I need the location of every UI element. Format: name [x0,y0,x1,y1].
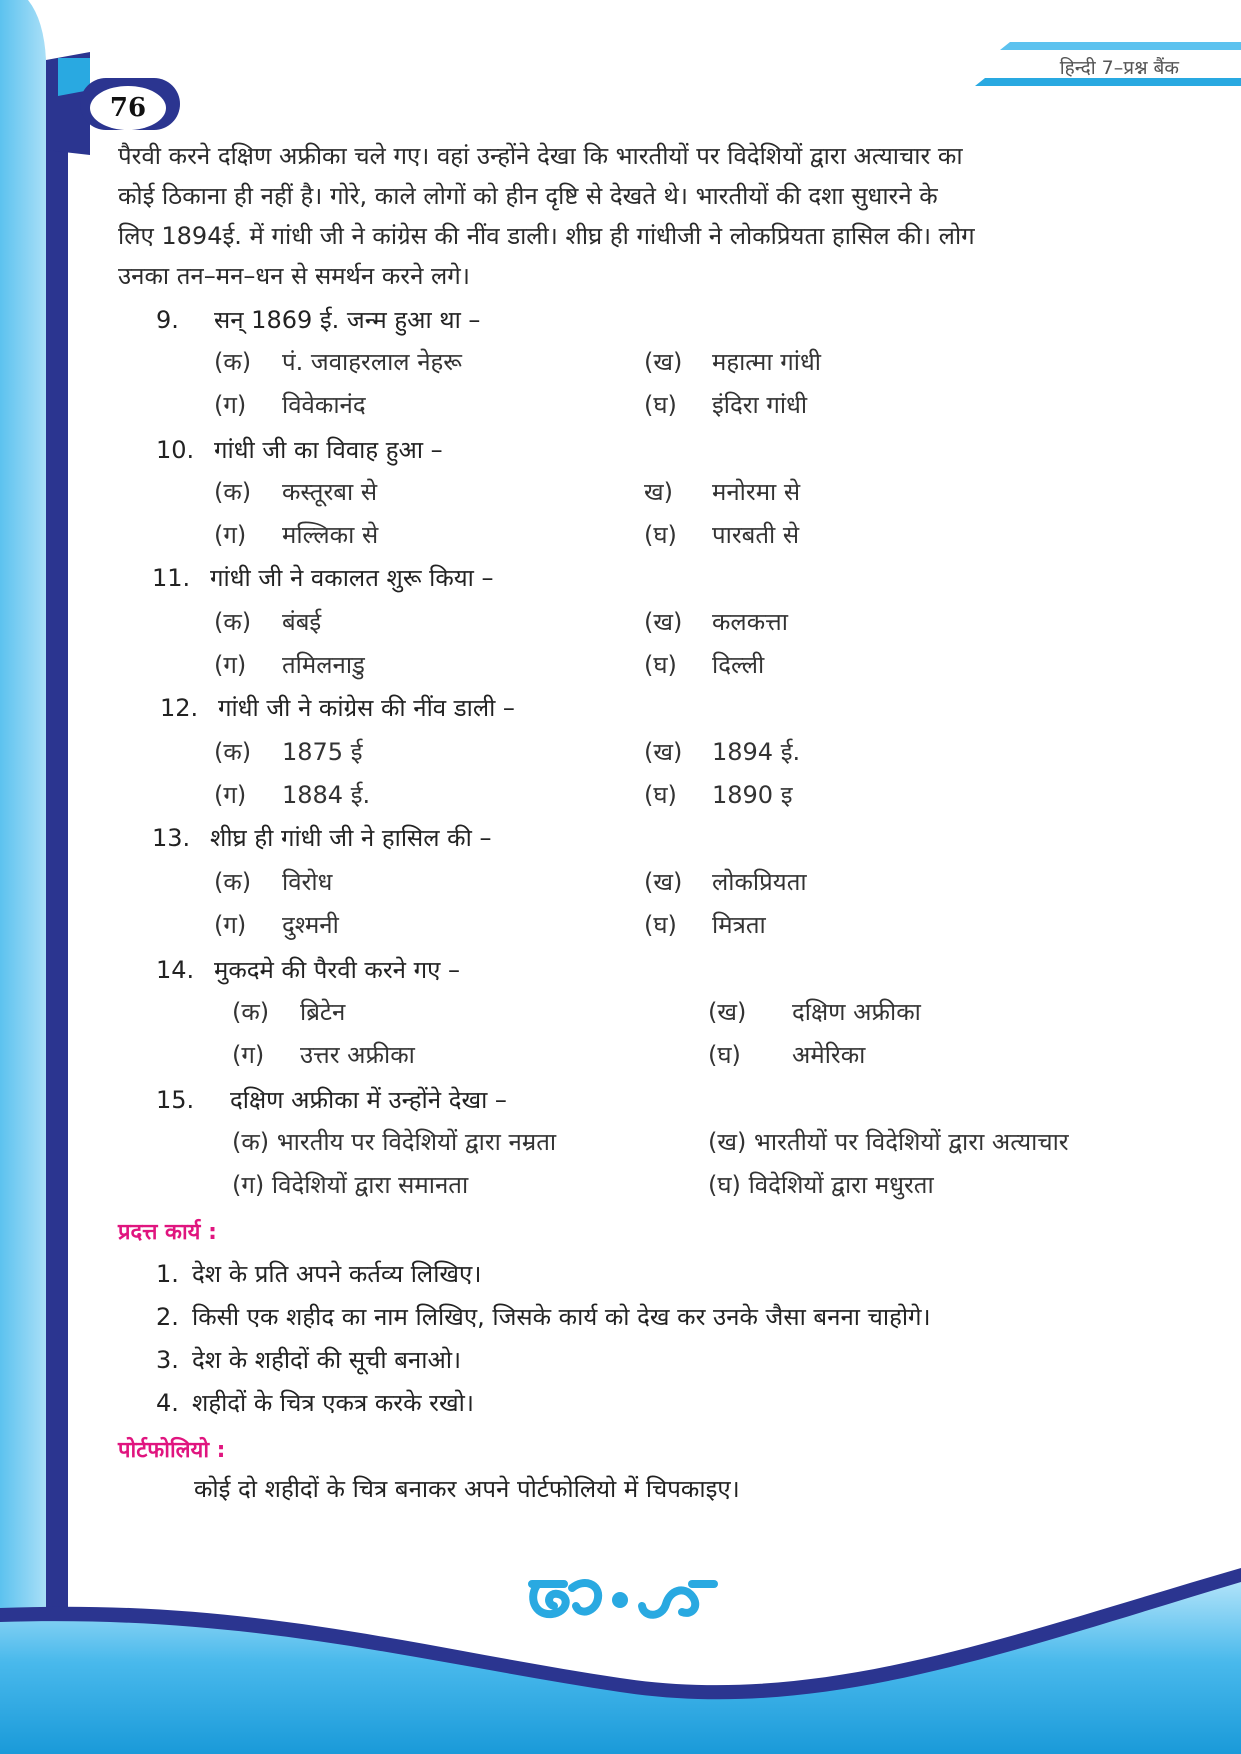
option-12-kha: (ख) 1894 ई. [644,738,801,766]
option-12-ga: (ग) 1884 ई. [214,781,371,809]
option-11-ga: (ग) तमिलनाडु [214,651,365,679]
option-9-gha: (घ) इंदिरा गांधी [644,391,808,419]
assigned-work-heading: प्रदत्त कार्य : [118,1220,217,1245]
question-15 [156,1082,507,1118]
option-10-gha: (घ) पारबती से [644,521,800,549]
assigned-task-3: 3. देश के शहीदों की सूची बनाओ। [156,1346,462,1374]
question-number: 10. [156,436,195,464]
option-15-kha: (ख) भारतीयों पर विदेशियों द्वारा अत्याचार [708,1128,1069,1156]
intro-paragraph [118,136,1124,296]
option-13-kha: (ख) लोकप्रियता [644,868,807,896]
paragraph-line: कोई ठिकाना ही नहीं है। गोरे, काले लोगों को हीन दृष्टि से देखते थे। भारतीयों की दशा सुधारने के [118,182,938,210]
option-11-ka: (क) बंबई [214,608,322,636]
paragraph-line: पैरवी करने दक्षिण अफ्रीका चले गए। वहां उन्होंने देखा कि भारतीयों पर विदेशियों द्वारा अत्याचार का [118,142,963,170]
question-number: 9. [156,306,179,334]
question-11 [152,560,494,596]
question-text: गांधी जी का विवाह हुआ – [214,436,443,464]
option-13-ga: (ग) दुश्मनी [214,911,339,939]
question-number: 15. [156,1086,195,1114]
question-number: 11. [152,564,191,592]
option-13-ka: (क) विरोध [214,868,333,896]
question-12 [160,690,515,726]
option-14-gha: (घ) अमेरिका [708,1041,866,1069]
question-text: गांधी जी ने वकालत शुरू किया – [210,564,494,592]
portfolio-text: कोई दो शहीदों के चित्र बनाकर अपने पोर्टफोलियो में चिपकाइए। [194,1475,740,1503]
option-12-gha: (घ) 1890 इ [644,781,793,809]
option-9-ga: (ग) विवेकानंद [214,391,366,419]
question-text: मुकदमे की पैरवी करने गए – [214,956,461,984]
page-number: 76 [109,93,147,123]
decorative-ornament-icon [524,1574,718,1624]
question-text: शीघ्र ही गांधी जी ने हासिल की – [210,824,492,852]
assigned-task-1: 1. देश के प्रति अपने कर्तव्य लिखिए। [156,1260,482,1288]
option-15-gha: (घ) विदेशियों द्वारा मधुरता [708,1171,934,1199]
option-10-ka: (क) कस्तूरबा से [214,478,378,506]
option-14-kha: (ख) दक्षिण अफ्रीका [708,998,921,1026]
question-14 [156,952,460,988]
book-title: हिन्दी 7–प्रश्न बैंक [1059,57,1179,79]
paragraph-line: लिए 1894ई. में गांधी जी ने कांग्रेस की नींव डाली। शीघ्र ही गांधीजी ने लोकप्रियता हासिल की। लोग [118,222,975,250]
question-text: गांधी जी ने कांग्रेस की नींव डाली – [218,694,515,722]
question-text: सन् 1869 ई. जन्म हुआ था – [214,306,481,334]
option-14-ka: (क) ब्रिटेन [232,998,346,1026]
question-13 [152,820,491,856]
question-number: 13. [152,824,191,852]
option-9-ka: (क) पं. जवाहरलाल नेहरू [214,348,462,376]
option-12-ka: (क) 1875 ई [214,738,363,766]
option-9-kha: (ख) महात्मा गांधी [644,348,821,376]
question-number: 14. [156,956,195,984]
option-15-ka: (क) भारतीय पर विदेशियों द्वारा नम्रता [232,1128,557,1156]
question-number: 12. [160,694,199,722]
portfolio-heading: पोर्टफोलियो : [118,1438,226,1463]
option-10-kha: ख) मनोरमा से [644,478,801,506]
option-11-gha: (घ) दिल्ली [644,651,765,679]
option-15-ga: (ग) विदेशियों द्वारा समानता [232,1171,469,1199]
question-text: दक्षिण अफ्रीका में उन्होंने देखा – [230,1086,507,1114]
option-11-kha: (ख) कलकत्ता [644,608,788,636]
question-10 [156,432,443,468]
option-10-ga: (ग) मल्लिका से [214,521,379,549]
option-13-gha: (घ) मित्रता [644,911,766,939]
paragraph-line: उनका तन–मन–धन से समर्थन करने लगे। [118,262,470,290]
assigned-task-4: 4. शहीदों के चित्र एकत्र करके रखो। [156,1389,474,1417]
option-14-ga: (ग) उत्तर अफ्रीका [232,1041,415,1069]
question-9 [156,302,480,338]
assigned-task-2: 2. किसी एक शहीद का नाम लिखिए, जिसके कार्य को देख कर उनके जैसा बनना चाहोगे। [156,1303,931,1331]
